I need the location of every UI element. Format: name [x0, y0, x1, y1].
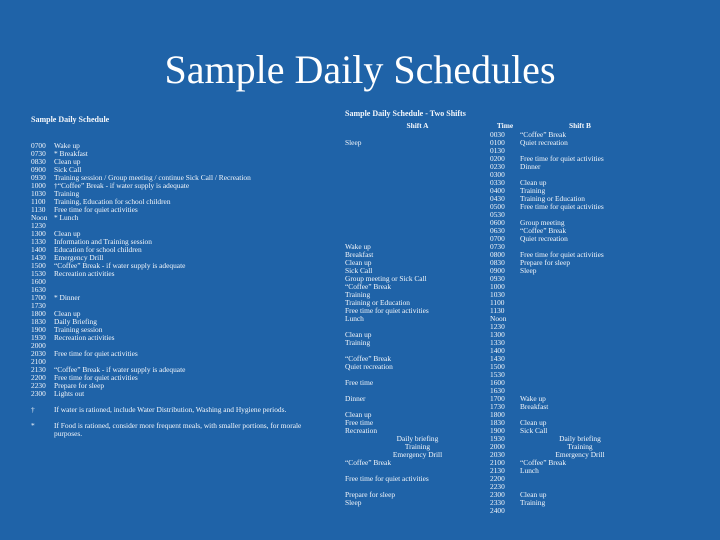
time-cell: 1000: [490, 282, 505, 291]
shift-a-cell: [345, 147, 490, 155]
schedule-activity: * Dinner: [54, 293, 81, 302]
time-cell: 1930: [490, 434, 505, 443]
schedule-activity: Daily Briefing: [54, 317, 97, 326]
shift-b-cell: Group meeting: [520, 218, 565, 227]
shift-a-cell: Free time for quiet activities: [345, 306, 429, 315]
schedule-activity: Clean up: [54, 309, 81, 318]
schedule-time: 1230: [31, 221, 46, 230]
shift-a-cell: Free time for quiet activities: [345, 474, 429, 483]
shift-a-cell: Quiet recreation: [345, 362, 393, 371]
time-cell: 0030: [490, 130, 505, 139]
daily-schedule-heading: Sample Daily Schedule: [31, 115, 110, 124]
shift-b-cell: “Coffee” Break: [520, 458, 567, 467]
shift-a-header: Shift A: [406, 121, 429, 130]
time-cell: 1330: [490, 338, 505, 347]
schedule-time: 1100: [31, 197, 46, 206]
schedule-activity: “Coffee” Break - if water supply is adequate: [54, 365, 186, 374]
time-cell: 0630: [490, 226, 505, 235]
time-cell: 2130: [490, 466, 505, 475]
shift-a-cell: Sleep: [345, 498, 362, 507]
shift-b-cell: [520, 355, 640, 363]
shift-b-cell: [520, 323, 640, 331]
shift-b-cell: Clean up: [520, 490, 547, 499]
daily-schedule-footnotes: [31, 406, 331, 438]
shift-b-cell: Free time for quiet activities: [520, 250, 604, 259]
time-cell: 0530: [490, 210, 505, 219]
schedule-activity: Clean up: [54, 229, 81, 238]
shift-b-cell: Free time for quiet activities: [520, 202, 604, 211]
schedule-time: 1600: [31, 277, 46, 286]
shift-b-cell: [520, 379, 640, 387]
schedule-activity: * Breakfast: [54, 149, 88, 158]
time-cell: Noon: [490, 314, 507, 323]
schedule-time: 1400: [31, 245, 46, 254]
time-cell: 2200: [490, 474, 505, 483]
schedule-activity: Prepare for sleep: [54, 381, 105, 390]
schedule-activity: Information and Training session: [54, 237, 152, 246]
schedule-time: 0730: [31, 149, 46, 158]
shift-b-cell: [520, 371, 640, 379]
footnote: [31, 422, 331, 438]
schedule-activity: Free time for quiet activities: [54, 205, 138, 214]
shift-a-cell: [345, 155, 490, 163]
shift-a-cell: [345, 387, 490, 395]
schedule-time: 1500: [31, 261, 46, 270]
shift-b-cell: Sleep: [520, 266, 537, 275]
shift-a-cell: [345, 227, 490, 235]
schedule-activity: Free time for quiet activities: [54, 373, 138, 382]
shift-a-cell: Training or Education: [345, 298, 411, 307]
time-cell: 0130: [490, 146, 505, 155]
schedule-activity: * Lunch: [54, 213, 79, 222]
schedule-time: 2030: [31, 349, 46, 358]
schedule-time: 1300: [31, 229, 46, 238]
time-cell: 1130: [490, 306, 505, 315]
shift-a-cell: Prepare for sleep: [345, 490, 396, 499]
shift-a-column: [345, 131, 490, 515]
shift-b-cell: Quiet recreation: [520, 138, 568, 147]
shift-a-cell: Wake up: [345, 242, 371, 251]
shift-a-cell: [345, 211, 490, 219]
shift-b-cell: Clean up: [520, 418, 547, 427]
time-cell: 0730: [490, 242, 505, 251]
footnote: [31, 406, 331, 414]
time-cell: 1600: [490, 378, 505, 387]
daily-schedule-rows: [31, 142, 331, 398]
shift-b-cell: [520, 275, 640, 283]
shift-b-cell: Free time for quiet activities: [520, 154, 604, 163]
schedule-activity: Sick Call: [54, 165, 82, 174]
shift-b-cell: Training: [567, 442, 593, 451]
time-header: Time: [496, 121, 514, 130]
shift-b-cell: [520, 307, 640, 315]
shift-a-cell: [345, 163, 490, 171]
time-cell: 2230: [490, 482, 505, 491]
time-cell: 2400: [490, 506, 505, 515]
shift-b-cell: Training: [520, 498, 546, 507]
footnote-text: If Food is rationed, consider more frequent meals, with smaller portions, for morale purposes.: [54, 421, 302, 438]
schedule-time: 0900: [31, 165, 46, 174]
time-column: [490, 131, 520, 515]
shift-b-cell: [520, 331, 640, 339]
time-cell: 2100: [490, 458, 505, 467]
shift-b-cell: Breakfast: [520, 402, 549, 411]
schedule-time: 1700: [31, 293, 46, 302]
shift-a-cell: Dinner: [345, 394, 366, 403]
schedule-activity: [54, 222, 331, 230]
time-cell: 0930: [490, 274, 505, 283]
schedule-activity: [54, 302, 331, 310]
time-cell: 0830: [490, 258, 505, 267]
shift-a-cell: Breakfast: [345, 250, 374, 259]
schedule-row: [31, 350, 331, 358]
schedule-time: 1800: [31, 309, 46, 318]
shift-b-cell: [520, 291, 640, 299]
shift-b-cell: Quiet recreation: [520, 234, 568, 243]
time-cell: 1030: [490, 290, 505, 299]
schedule-activity: Recreation activities: [54, 333, 115, 342]
shift-a-cell: Clean up: [345, 410, 372, 419]
schedule-activity: Training session / Group meeting / continue Sick Call / Recreation: [54, 173, 251, 182]
shift-a-cell: [345, 131, 490, 139]
time-cell: 1830: [490, 418, 505, 427]
shift-b-cell: [520, 363, 640, 371]
schedule-time: 0830: [31, 157, 46, 166]
schedule-time: 1630: [31, 285, 46, 294]
schedule-activity: Training, Education for school children: [54, 197, 171, 206]
shift-a-cell: “Coffee” Break: [345, 354, 392, 363]
shift-a-cell: “Coffee” Break: [345, 458, 392, 467]
schedule-activity: Education for school children: [54, 245, 142, 254]
shift-a-cell: Sleep: [345, 138, 362, 147]
two-shift-heading: Sample Daily Schedule - Two Shifts: [345, 109, 466, 118]
schedule-activity: “Coffee” Break - if water supply is adequate: [54, 261, 186, 270]
schedule-time: 0700: [31, 141, 46, 150]
shift-a-cell: Sick Call: [345, 266, 373, 275]
time-cell: 1400: [490, 346, 505, 355]
footnote-mark: †: [31, 405, 35, 414]
time-cell: 2330: [490, 498, 505, 507]
shift-a-cell: Group meeting or Sick Call: [345, 274, 427, 283]
schedule-time: 1000: [31, 181, 46, 190]
shift-a-cell: [345, 171, 490, 179]
time-cell: 1230: [490, 322, 505, 331]
time-cell: 0700: [490, 234, 505, 243]
shift-a-cell: Free time: [345, 418, 374, 427]
shift-b-cell: Prepare for sleep: [520, 258, 571, 267]
schedule-time: 2100: [31, 357, 46, 366]
schedule-time: 1830: [31, 317, 46, 326]
schedule-activity: [54, 286, 331, 294]
schedule-time: 1130: [31, 205, 46, 214]
time-cell: 1700: [490, 394, 505, 403]
shift-b-cell: “Coffee” Break: [520, 226, 567, 235]
schedule-time: Noon: [31, 213, 48, 222]
time-cell: 1800: [490, 410, 505, 419]
schedule-time: 1430: [31, 253, 46, 262]
schedule-row: [31, 334, 331, 342]
two-shift-schedule: [345, 110, 645, 515]
shift-a-cell: Daily briefing: [396, 434, 439, 443]
shift-b-cell: Daily briefing: [559, 434, 601, 443]
schedule-time: 1900: [31, 325, 46, 334]
time-cell: 0400: [490, 186, 505, 195]
schedule-time: 1030: [31, 189, 46, 198]
schedule-activity: Wake up: [54, 141, 80, 150]
schedule-activity: Lights out: [54, 389, 85, 398]
shift-b-cell: Dinner: [520, 162, 541, 171]
schedule-row: [31, 294, 331, 302]
time-cell: 0800: [490, 250, 505, 259]
shift-a-cell: Emergency Drill: [392, 450, 443, 459]
shift-b-cell: [520, 315, 640, 323]
shift-a-cell: [345, 219, 490, 227]
schedule-time: 2000: [31, 341, 46, 350]
schedule-time: 0930: [31, 173, 46, 182]
time-cell: 0500: [490, 202, 505, 211]
shift-a-cell: [345, 187, 490, 195]
schedule-time: 2300: [31, 389, 46, 398]
shift-b-column: [520, 131, 640, 515]
time-cell: 1900: [490, 426, 505, 435]
shift-a-cell: [345, 179, 490, 187]
time-cell: 0330: [490, 178, 505, 187]
time-cell: 0600: [490, 218, 505, 227]
schedule-activity: †“Coffee” Break - if water supply is adequate: [54, 181, 190, 190]
time-cell: 1100: [490, 298, 505, 307]
shift-b-cell: “Coffee” Break: [520, 130, 567, 139]
shift-a-cell: Training: [404, 442, 431, 451]
schedule-activity: Clean up: [54, 157, 81, 166]
schedule-row: [31, 278, 331, 286]
time-cell: 0430: [490, 194, 505, 203]
shift-b-header: Shift B: [569, 121, 591, 130]
shift-b-cell: [520, 475, 640, 483]
footnote-mark: *: [31, 421, 35, 430]
two-shift-grid: [345, 131, 645, 515]
schedule-time: 1330: [31, 237, 46, 246]
shift-b-cell: [520, 283, 640, 291]
schedule-time: 2130: [31, 365, 46, 374]
shift-b-cell: Sick Call: [520, 426, 548, 435]
shift-b-cell: Lunch: [520, 466, 539, 475]
time-cell: 0100: [490, 138, 505, 147]
schedule-time: 1730: [31, 301, 46, 310]
footnote-text: If water is rationed, include Water Distribution, Washing and Hygiene periods.: [54, 405, 287, 414]
shift-a-cell: Lunch: [345, 314, 364, 323]
schedule-activity: Training session: [54, 325, 103, 334]
time-cell: 1500: [490, 362, 505, 371]
shift-a-cell: Clean up: [345, 258, 372, 267]
schedule-row: [31, 270, 331, 278]
shift-b-cell: Wake up: [520, 394, 546, 403]
shift-b-cell: [520, 339, 640, 347]
shift-a-cell: Training: [345, 290, 371, 299]
shift-a-cell: Free time: [345, 378, 374, 387]
time-cell: 2300: [490, 490, 505, 499]
time-cell: 2030: [490, 450, 505, 459]
shift-a-cell: “Coffee” Break: [345, 282, 392, 291]
time-cell: 1530: [490, 370, 505, 379]
shift-a-cell: [345, 195, 490, 203]
schedule-row: [31, 390, 331, 398]
time-cell: 0900: [490, 266, 505, 275]
shift-b-cell: [520, 299, 640, 307]
schedule-activity: [54, 278, 331, 286]
daily-schedule: [31, 116, 331, 438]
shift-a-cell: Clean up: [345, 330, 372, 339]
shift-b-cell: Training: [520, 186, 546, 195]
schedule-time: 1930: [31, 333, 46, 342]
shift-b-cell: [520, 507, 640, 515]
time-cell: 1430: [490, 354, 505, 363]
schedule-activity: Training: [54, 189, 80, 198]
schedule-activity: Free time for quiet activities: [54, 349, 138, 358]
shift-a-cell: Recreation: [345, 426, 378, 435]
schedule-time: 2230: [31, 381, 46, 390]
shift-b-cell: Training or Education: [520, 194, 586, 203]
shift-b-cell: [520, 347, 640, 355]
shift-b-cell: Emergency Drill: [555, 450, 605, 459]
schedule-time: 2200: [31, 373, 46, 382]
time-cell: 1730: [490, 402, 505, 411]
slide-title: Sample Daily Schedules: [164, 47, 556, 92]
time-cell: 0200: [490, 154, 505, 163]
time-cell: 2000: [490, 442, 505, 451]
schedule-activity: Recreation activities: [54, 269, 115, 278]
shift-a-cell: [345, 507, 490, 515]
schedule-time: 1530: [31, 269, 46, 278]
shift-a-cell: [345, 203, 490, 211]
time-cell: 0300: [490, 170, 505, 179]
schedule-activity: Emergency Drill: [54, 253, 104, 262]
schedule-row: [31, 214, 331, 222]
shift-a-cell: Training: [345, 338, 371, 347]
time-cell: 1300: [490, 330, 505, 339]
shift-b-cell: Clean up: [520, 178, 547, 187]
time-cell: 1630: [490, 386, 505, 395]
time-cell: 0230: [490, 162, 505, 171]
